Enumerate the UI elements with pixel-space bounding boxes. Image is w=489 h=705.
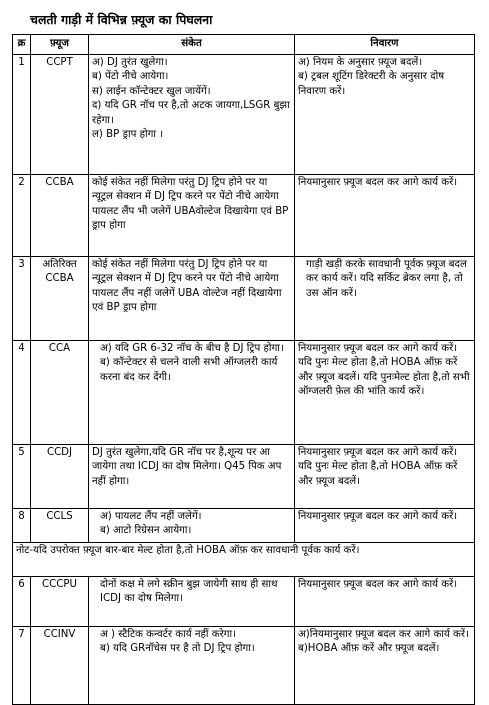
sign-line: ब) पेंटो नीचे आयेगा। xyxy=(92,71,169,82)
table-row xyxy=(13,340,475,444)
row-sn: 6 xyxy=(13,576,31,626)
row-remedy xyxy=(295,626,475,704)
sign-line: स) लाईन कॉन्टेक्टर खुल जायेंगें। xyxy=(92,85,211,97)
row-fuse: CCA xyxy=(31,340,89,444)
table-row xyxy=(13,508,475,542)
page-title: चलती गाड़ी में विभिन्न फ़्यूज का पिघलना xyxy=(30,12,213,27)
remedy-line: गाड़ी खड़ी करके सावधानी पूर्वक फ़्यूज बदल कर कार्य करें। यदि सर्किट ब्रेकर लगा है, तो उस ऑन करें। xyxy=(306,258,467,299)
row-sign xyxy=(89,54,295,174)
remedy-line: अ) नियम के अनुसार फ़्यूज बदलें। xyxy=(298,56,423,68)
header-sn: क्र xyxy=(13,35,31,55)
row-remedy xyxy=(295,54,475,174)
row-sign xyxy=(89,508,295,542)
row-remedy xyxy=(295,508,475,542)
row-fuse: CCDJ xyxy=(31,444,89,508)
row-sn: 1 xyxy=(13,54,31,174)
table-row xyxy=(13,256,475,340)
sign-line: कोई संकेत नहीं मिलेगा परंतु DJ ट्रिप होने पर या न्यूट्रल सेक्शन में DJ ट्रिप करने पर पेंटो नीचे आयेगा पायलट लैंप नहीं जलेगें UBA वोल्टेज नहीं दिखायेगा एवं BP ड्राप होगा xyxy=(92,258,282,313)
row-sign xyxy=(89,340,295,444)
sign-line: ब) आटो रिग्रेसन आयेगा। xyxy=(100,525,192,536)
remedy-line: नियमानुसार फ़्यूज बदल कर आगे कार्य करें। यदि पुनः मेल्ट होता है,तो HOBA ऑफ़ करें और फ़्यूज बदलें। xyxy=(298,446,458,487)
sign-line: अ ) स्टैटिक कन्वर्टर कार्य नहीं करेगा। xyxy=(100,628,237,640)
table-row xyxy=(13,576,475,626)
row-remedy xyxy=(295,340,475,444)
note-text: नोट-यदि उपरोक्त फ़्यूज बार-बार मेल्ट होता है,तो HOBA ऑफ़ कर सावधानी पूर्वक कार्य करें। xyxy=(13,542,475,576)
row-sign xyxy=(89,174,295,256)
row-sn: 5 xyxy=(13,444,31,508)
row-sn: 4 xyxy=(13,340,31,444)
row-fuse: CCCPU xyxy=(31,576,89,626)
table-row xyxy=(13,626,475,704)
row-sign xyxy=(89,626,295,704)
remedy-line: नियमानुसार फ़्यूज बदल कर आगे कार्य करें।यदि पुनः मेल्ट होता है,तो HOBA ऑफ़ करें और फ़्यूज बदलें। यदि पुनःमेल्ट होता है,तो सभी ऑग्जलरी फ़ेल की भांति कार्य करें। xyxy=(298,342,470,397)
sign-line: अ) यदि GR 6-32 नॉच के बीच है DJ ट्रिप होगा। xyxy=(100,342,284,354)
table-header-row xyxy=(13,35,475,55)
sign-line: द) यदि GR नॉच पर है,तो अटक जायगा,LSGR बुझा रहेगा। xyxy=(92,100,290,126)
sign-line: ब) यदि GRनॉचेस पर है तो DJ ट्रिप होगा। xyxy=(100,643,255,654)
remedy-line: ब) ट्रबल शूटिंग डिरेक्टरी के अनुसार दोष निवारण करें। xyxy=(298,71,445,97)
row-remedy xyxy=(295,444,475,508)
row-sn: 8 xyxy=(13,508,31,542)
row-fuse: CCPT xyxy=(31,54,89,174)
remedy-line: नियमानुसार फ़्यूज बदल कर आगे कार्य करें। xyxy=(298,176,458,188)
sign-line: DJ तुरंत खुलेगा,यदि GR नॉच पर है,शून्य पर आ जायेगा तथा ICDJ का दोष मिलेगा। Q45 पिक अप नहीं होगा। xyxy=(92,446,282,487)
sign-line: अ) DJ तुरंत खुलेगा। xyxy=(92,56,168,68)
sign-line: ब) कॉन्टेक्टर से चलने वाली सभी ऑग्जलरी कार्य करना बंद कर देंगी। xyxy=(100,357,278,383)
sign-line: ल) BP ड्राप होगा । xyxy=(92,129,164,140)
row-fuse: अतिरिक्त CCBA xyxy=(31,256,89,340)
row-sn: 7 xyxy=(13,626,31,704)
remedy-line: अ)नियमानुसार फ़्यूज बदल कर आगे कार्य करें। ब)HOBA ऑफ़ करें और फ़्यूज बदलें। xyxy=(298,628,469,654)
row-sign xyxy=(89,576,295,626)
row-remedy xyxy=(295,174,475,256)
sign-line: अ) पायलट लैंप नहीं जलेगें। xyxy=(100,510,202,522)
row-remedy xyxy=(295,256,475,340)
row-fuse: CCBA xyxy=(31,174,89,256)
table-row xyxy=(13,444,475,508)
note-row xyxy=(13,542,475,576)
row-sign xyxy=(89,256,295,340)
header-fuse: फ़्यूज xyxy=(31,35,89,55)
row-sn: 2 xyxy=(13,174,31,256)
header-sign: संकेत xyxy=(89,35,295,55)
remedy-line: नियमानुसार फ़्यूज बदल कर आगे कार्य करें। xyxy=(298,510,458,522)
row-remedy xyxy=(295,576,475,626)
row-sn: 3 xyxy=(13,256,31,340)
table-row xyxy=(13,174,475,256)
row-fuse: CCINV xyxy=(31,626,89,704)
header-remedy: निवारण xyxy=(295,35,475,55)
row-sign xyxy=(89,444,295,508)
row-fuse: CCLS xyxy=(31,508,89,542)
fuse-table xyxy=(12,34,475,705)
sign-line: कोई संकेत नहीं मिलेगा परंतु DJ ट्रिप होने पर या न्यूट्रल सेक्शन में DJ ट्रिप करने पर पेंटो नीचे आयेगा पायलट लैंप भी जलेगें UBAवोल्टेज दिखायेगा एवं BP ड्राप होगा xyxy=(92,176,289,231)
table-row xyxy=(13,54,475,174)
remedy-line: नियमानुसार फ़्यूज बदल कर आगे कार्य करें। xyxy=(298,578,458,590)
sign-line: दोनों कक्ष मे लगे स्क्रीन बुझ जायेगी साथ ही साथ ICDJ का दोष मिलेगा। xyxy=(100,578,278,604)
